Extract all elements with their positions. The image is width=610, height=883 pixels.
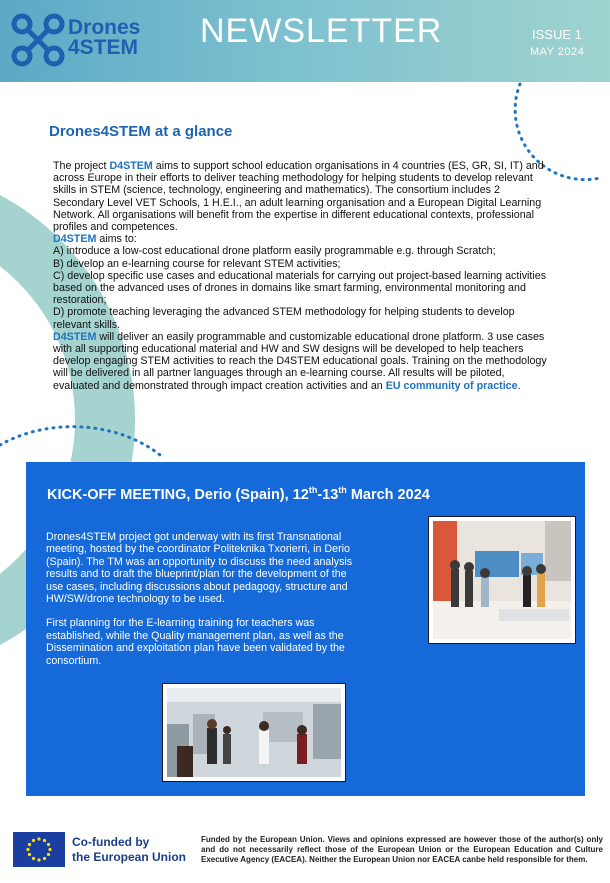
deliver-paragraph: D4STEM will deliver an easily programmable and customizable educational drone platform. 3 use cases with all supporting educational material and HW and SW designs will be developed to help teachers develop engaging STEM activities to reach the D4STEM educational goals. Training on the methodology will be delivered in all partner languages through an e-learning course. All results will be piloted, evaluated and demonstrated through impact creation activities and an EU community of practice. (53, 330, 547, 392)
kickoff-title: KICK-OFF MEETING, Derio (Spain), 12th-13th March 2024 (47, 485, 430, 503)
glance-heading: Drones4STEM at a glance (49, 123, 233, 140)
cofunded-line-2: the European Union (72, 850, 186, 864)
glance-body (53, 160, 553, 392)
eu-flag-icon (13, 832, 65, 867)
issue-date: MAY 2024 (530, 46, 585, 58)
aim-b: B) develop an e-learning course for relevant STEM activities; (53, 257, 341, 270)
kickoff-text (46, 531, 364, 679)
brand-mention: D4STEM (109, 160, 153, 172)
header-banner (0, 0, 610, 82)
meeting-room-photo (428, 516, 576, 644)
kickoff-section (26, 462, 585, 796)
aim-d: D) promote teaching leveraging the advanced STEM methodology for helping students to develop relevant skills. (53, 306, 515, 331)
brand-mention: D4STEM (53, 330, 97, 343)
funding-disclaimer: Funded by the European Union. Views and opinions expressed are however those of the author(s) only and do not necessarily reflect those of the European Union or the European Education and Culture Executive Agency (EACEA). Neither the European Union nor EACEA canbe held responsible for them. (201, 835, 603, 864)
brand-mention: D4STEM (53, 233, 97, 246)
intro-paragraph: The project D4STEM aims to support school education organisations in 4 countries (ES, GR, SI, IT) and across Europe in their efforts to deliver teaching methodology for helping students to develop relevant skills in STEM (science, technology, engineering and mathematics). The consortium includes 2 Secondary Level VET Schools, 1 H.E.I., an adult learning organisation and a European Digital Learning Network. All organisations will benefit from the expertise in different educational contexts, professional profiles and competences. (53, 160, 544, 234)
aims-line: D4STEM aims to: (53, 233, 137, 246)
community-link[interactable]: EU community of practice (385, 379, 518, 392)
kickoff-paragraph-2: First planning for the E-learning training for teachers was established, while the Quality management plan, as well as the Dissemination and exploitation plan have been validated by the consortium. (46, 617, 345, 667)
issue-number: ISSUE 1 (532, 27, 582, 42)
kickoff-paragraph-1: Drones4STEM project got underway with its first Transnational meeting, hosted by the coordinator Politeknika Txorierri, in Derio (Spain). The TM was an opportunity to discuss the need analysis results and to draft the blueprint/plan for the development of the use cases, including discussions about pedagogy, structure and HW/SW/drone technology to be used. (46, 531, 353, 606)
workshop-photo (162, 683, 346, 782)
aim-c: C) develop specific use cases and educational materials for carrying out project-based learning activities based on the advanced uses of drones in domains like smart farming, environmental monitoring and restoration; (53, 269, 547, 307)
cofunded-line-1: Co-funded by (72, 835, 150, 849)
logo-line-1: Drones (68, 16, 141, 39)
aim-a: A) introduce a low-cost educational drone platform easily programmable e.g. through Scratch; (53, 245, 496, 258)
newsletter-title: NEWSLETTER (200, 12, 443, 50)
cofunded-label (72, 835, 186, 865)
footer (0, 826, 610, 883)
logo-line-2: 4STEM (68, 36, 139, 59)
logo-text (68, 18, 140, 58)
